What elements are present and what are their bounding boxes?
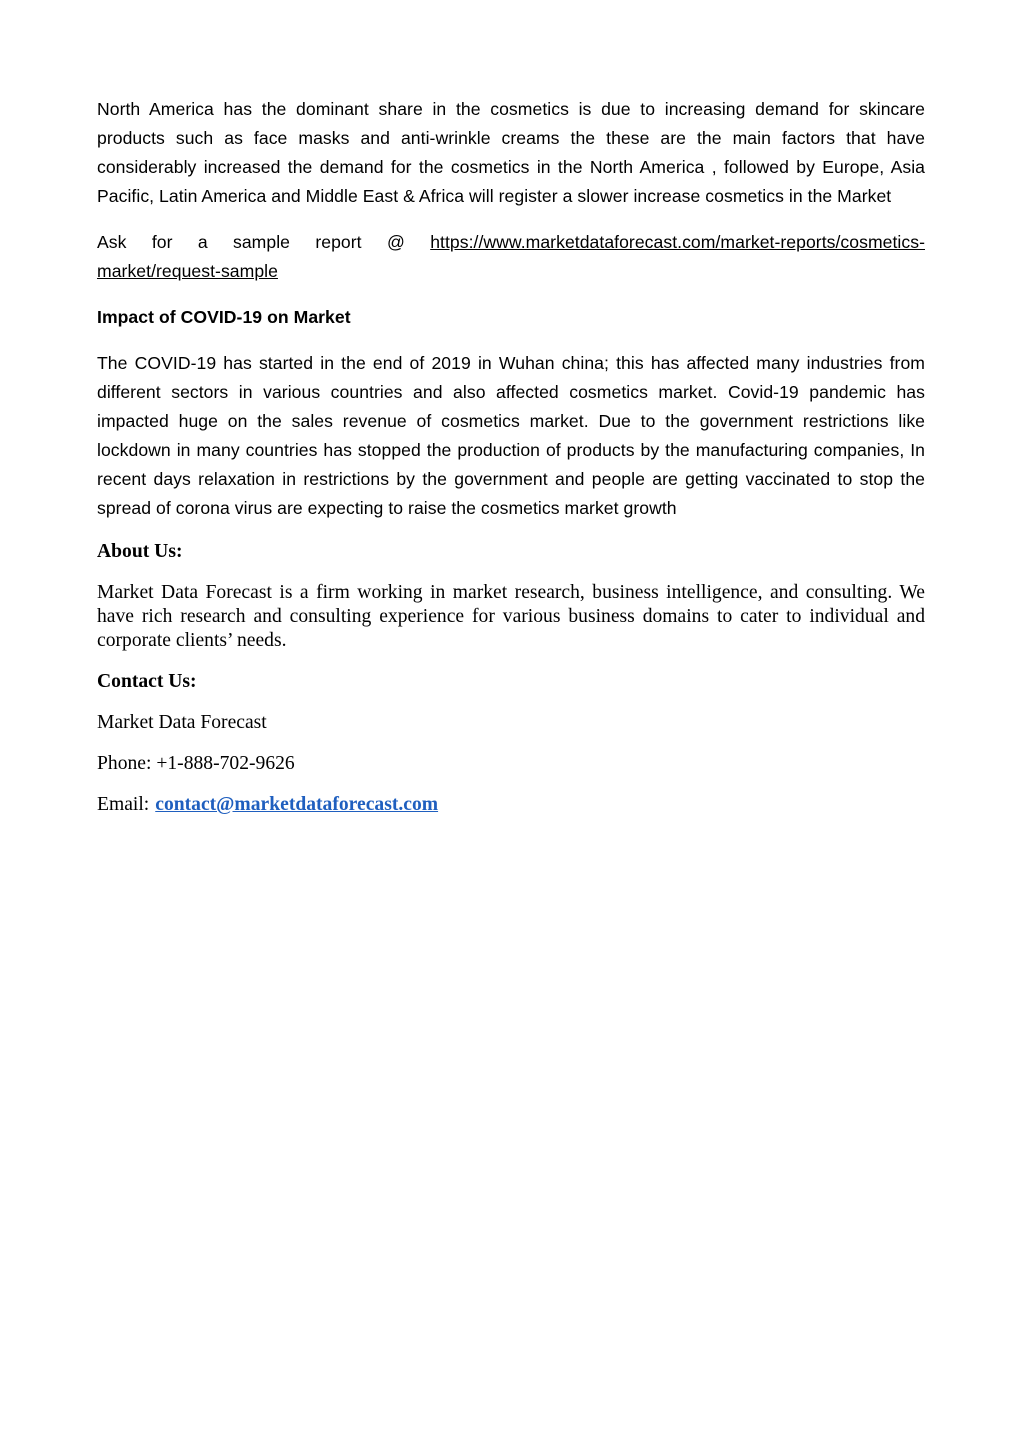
contact-email-link[interactable]: contact@marketdataforecast.com xyxy=(155,794,439,815)
intro-paragraph: North America has the dominant share in the cosmetics is due to increasing demand for skincare products such as face masks and anti-wrinkle creams the these are the main factors that have considerably increased the demand for the cosmetics in the North America , followed by Europe, Asia Pacific, Latin America and Middle East & Africa will register a slower increase cosmetics in the Market xyxy=(97,99,925,206)
about-paragraph: Market Data Forecast is a firm working in market research, business intelligence, and consulting. We have rich research and consulting experience for various business domains to cater to individual and corporate clients’ needs. xyxy=(97,582,925,651)
covid-heading: Impact of COVID-19 on Market xyxy=(97,307,351,327)
sample-request-link[interactable]: https://www.marketdataforecast.com/market-reports/cosmetics-market/request-sample xyxy=(97,232,925,281)
covid-paragraph: The COVID-19 has started in the end of 2019 in Wuhan china; this has affected many industries from different sectors in various countries and also affected cosmetics market. Covid-19 pandemic has impacted huge on the sales revenue of cosmetics market. Due to the government restrictions like lockdown in many countries has stopped the production of products by the manufacturing companies, In recent days relaxation in restrictions by the government and people are getting vaccinated to stop the spread of corona virus are expecting to raise the cosmetics market growth xyxy=(97,353,925,518)
about-heading: About Us: xyxy=(97,541,183,562)
contact-company: Market Data Forecast xyxy=(97,712,267,733)
contact-phone: Phone: +1-888-702-9626 xyxy=(97,753,295,774)
contact-email-line xyxy=(97,793,925,817)
sample-request-label: Ask for a sample report @ xyxy=(97,232,431,252)
document-content xyxy=(97,95,925,834)
contact-email-label: Email: xyxy=(97,794,150,815)
sample-request-line xyxy=(97,228,925,286)
contact-heading: Contact Us: xyxy=(97,671,197,692)
